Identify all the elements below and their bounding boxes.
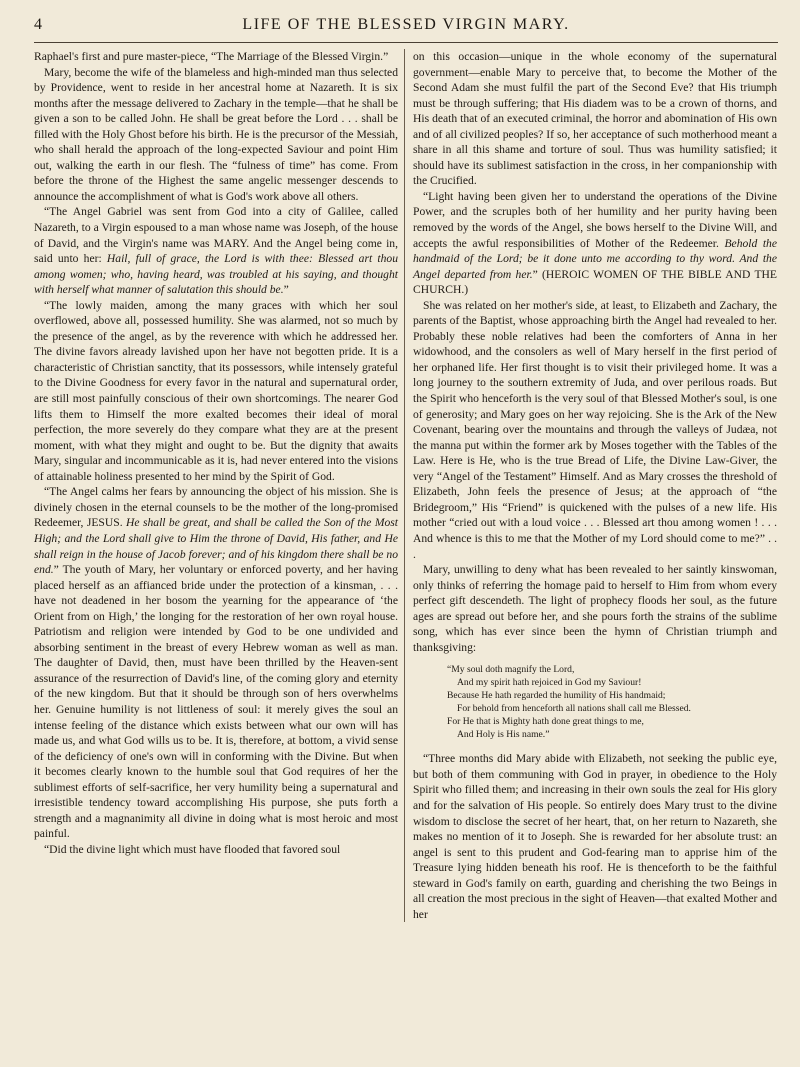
paragraph-text: “The Angel Gabriel was sent from God into a city of Galilee, called Nazareth, to a Virgin espoused to a man whose name was Joseph, of the house of David, and the Virgin's name was MARY. And the Angel being come in, said unto her: [34, 205, 398, 266]
paragraph-text: ” The youth of Mary, her voluntary or enforced poverty, and her having placed herself as an affianced bride under the protection of a kinsman, . . . have not deadened in her bosom the yearning for the appearance of ‘the Orient from on High,’ the longing for the restoration of her own royal house. Patriotism and religion were intended by God to be one undivided and absorbing sentiment in the breast of every Hebrew woman as well as man. The daughter of David, then, must have been thrilled by the Heaven-sent assurance of the resurrection of David's line, of the coming glory and eternity of the new kingdom. But that it should be through son of hers overwhelms her. Genuine humility is not littleness of soul: it merely gives the soul an intense feeling of the distance which exists between what our own will has made us, and what God wills us to be. It is, therefore, at bottom, a vivid sense of the deficiency of one's own will in conforming with the Divine. But when it becomes clearly known to the humble soul that God requires of her the sublimest efforts of self-sacrifice, her very humility being a supernatural and irresistible tendency toward accomplishing His purpose, she puts forth a strength and a magnanimity all divine in doing what is most heroic and most painful. [34, 563, 398, 841]
page-number: 4 [34, 16, 42, 33]
poem-line: For behold from henceforth all nations shall call me Blessed. [457, 703, 691, 715]
paragraph-text: ” [283, 283, 289, 297]
right-column [405, 49, 777, 922]
italic-quote: He shall be great, and shall be called the Son of the Most High; and the Lord shall give to Him the throne of David, His father, and He shall reign in the house of Jacob forever; and of his kingdom there shall be no end. [34, 516, 399, 577]
paragraph: Mary, become the wife of the blameless and high-minded man thus selected by Providence, went to reside in her ancestral home at Nazareth. It is six months after the message delivered to Zachary in the temple—that he shall be given a son to be called John. He shall be great before the Lord . . . shall be filled with the Holy Ghost before his birth. He is the precursor of the Messiah, who shall herald the approach of the long-expected Saviour and point Him out, walking the earth in our flesh. The “fulness of time” has come. From before the throne of the Highest the same angelic messenger descends to announce the accomplishment of what is God's work above all others. [34, 65, 398, 203]
paragraph-text: “Light having been given her to understand the operations of the Divine Power, and the scruples both of her humility and her purity having been removed by the words of the Angel, she bows herself to the Divine Will, and accepts the awful responsibilities of Mother of the Redeemer. [413, 189, 777, 250]
paragraph: “Three months did Mary abide with Elizabeth, not seeking the public eye, but both of them communing with God in prayer, in obedience to the Holy Spirit who filled them; and increasing in their own souls the zeal for His glory and for the salvation of His people. So entirely does Mary trust to the divine wisdom to disclose the secret of her heart, that, on her return to Nazareth, she makes no mention of it to Joseph. She is rewarded for her absolute trust: an angel is sent to this prudent and God-fearing man to apprise him of the Treasure lying hidden beneath his roof. He is thenceforth to be the faithful steward in God's family on earth, guarding and cherishing the two Beings in all creation the most precious in the sight of Heaven—that exalted Mother and her [413, 752, 777, 921]
poem-line: For He that is Mighty hath done great things to me, [447, 716, 644, 728]
paragraph: “The lowly maiden, among the many graces with which her soul overflowed, above all, possessed humility. She was alarmed, not so much by the presence of the angel, as by the reverence with which he addressed her. The divine favors already lavished upon her have not begotten pride. It is a characteristic of Christian sanctity, that its possessors, while intensely grateful to the Divine Goodness for every favor in the natural and supernatural order, are still most painfully conscious of their own shortcomings. The nearer God lifts them to Himself the more exalted becomes their ideal of moral perfection, the more severely do they compare what they are at the present moment, with what they might and ought to be. But the dignity that awaits Mary, singular and incommunicable as it is, had never entered into the visions of attainable holiness presented to her mind by the Spirit of God. [34, 298, 398, 483]
page-header [34, 14, 778, 43]
running-title: LIFE OF THE BLESSED VIRGIN MARY. [242, 16, 570, 33]
paragraph [413, 189, 777, 298]
text-columns [34, 49, 778, 922]
paragraph-text: ” (HEROIC WOMEN OF THE BIBLE AND THE CHURCH.) [413, 267, 778, 297]
poem-line: And my spirit hath rejoiced in God my Saviour! [457, 677, 642, 689]
poem-line: “My soul doth magnify the Lord, [447, 664, 575, 676]
poem-line: And Holy is His name.” [457, 729, 550, 741]
paragraph: She was related on her mother's side, at least, to Elizabeth and Zachary, the parents of the Baptist, whose approaching birth the Angel had revealed to her. Probably these noble relatives had been the comforters of Anna in her widowhood, and the consolers as well of Mary herself in the first period of her orphaned life. Her first thought is to visit their privileged home. It was a long journey to the southern extremity of Juda, and over perilous roads. But the Spirit who henceforth is the very soul of that Blessed Mother's soul, is one of generosity; and Mary goes on her way rejoicing. She is the Ark of the New Covenant, bearing over the mountains and through the valleys of Judæa, not the manna put within the former ark by Moses together with the Tables of the Law. Here is He, who is the true Bread of Life, the Divine Law-Giver, the very “Angel of the Testament” Himself. And as Mary crosses the threshold of Elizabeth, John feels the presence of Jesus; at the approach of “the Bridegroom,” His “Friend” is quickened with the pulses of a new life. His mother “cried out with a loud voice . . . Blessed art thou among women ! . . . And whence is this to me that the Mother of my Lord should come to me?” . . . [413, 298, 777, 561]
paragraph [34, 484, 398, 842]
paragraph: on this occasion—unique in the whole economy of the supernatural government—enable Mary to perceive that, to become the Mother of the Second Adam she must fulfil the part of the Second Eve? that His triumph must be through suffering; that His diadem was to be a crown of thorns, and His death that of an executed criminal, the horror and abomination of His own and of all civilized peoples? If so, her acceptance of such motherhood meant a share in all this shame and torture of soul. Thus was humility satisfied; it should have its sublimest satisfaction in the cross, in her companionship with the Crucified. [413, 50, 777, 188]
italic-quote: Behold the handmaid of the Lord; be it done unto me according to thy word. And the Angel departed from her. [413, 236, 777, 281]
paragraph-text: “The Angel calms her fears by announcing the object of his mission. She is divinely chosen in the eternal counsels to be the mother of the long-promised Redeemer, JESUS. [34, 485, 398, 530]
left-column [34, 49, 405, 922]
paragraph: Raphael's first and pure master-piece, “The Marriage of the Blessed Virgin.” [34, 50, 389, 63]
italic-quote: Hail, full of grace, the Lord is with thee: Blessed art thou among women; who, having heard, was troubled at his saying, and thought with herself what manner of salutation this should be. [34, 252, 399, 297]
paragraph [34, 204, 398, 297]
paragraph: Mary, unwilling to deny what has been revealed to her saintly kinswoman, only thinks of referring the homage paid to herself to Him from whom every perfect gift descendeth. The light of prophecy floods her soul, as the future ages are spread out before her, and she pours forth the strains of the sublime song, which has ever since been the hymn of Christian triumph and thanksgiving: [413, 563, 777, 654]
paragraph: “Did the divine light which must have flooded that favored soul [44, 842, 341, 856]
magnificat-poem [447, 663, 777, 741]
poem-line: Because He hath regarded the humility of His handmaid; [447, 690, 666, 702]
